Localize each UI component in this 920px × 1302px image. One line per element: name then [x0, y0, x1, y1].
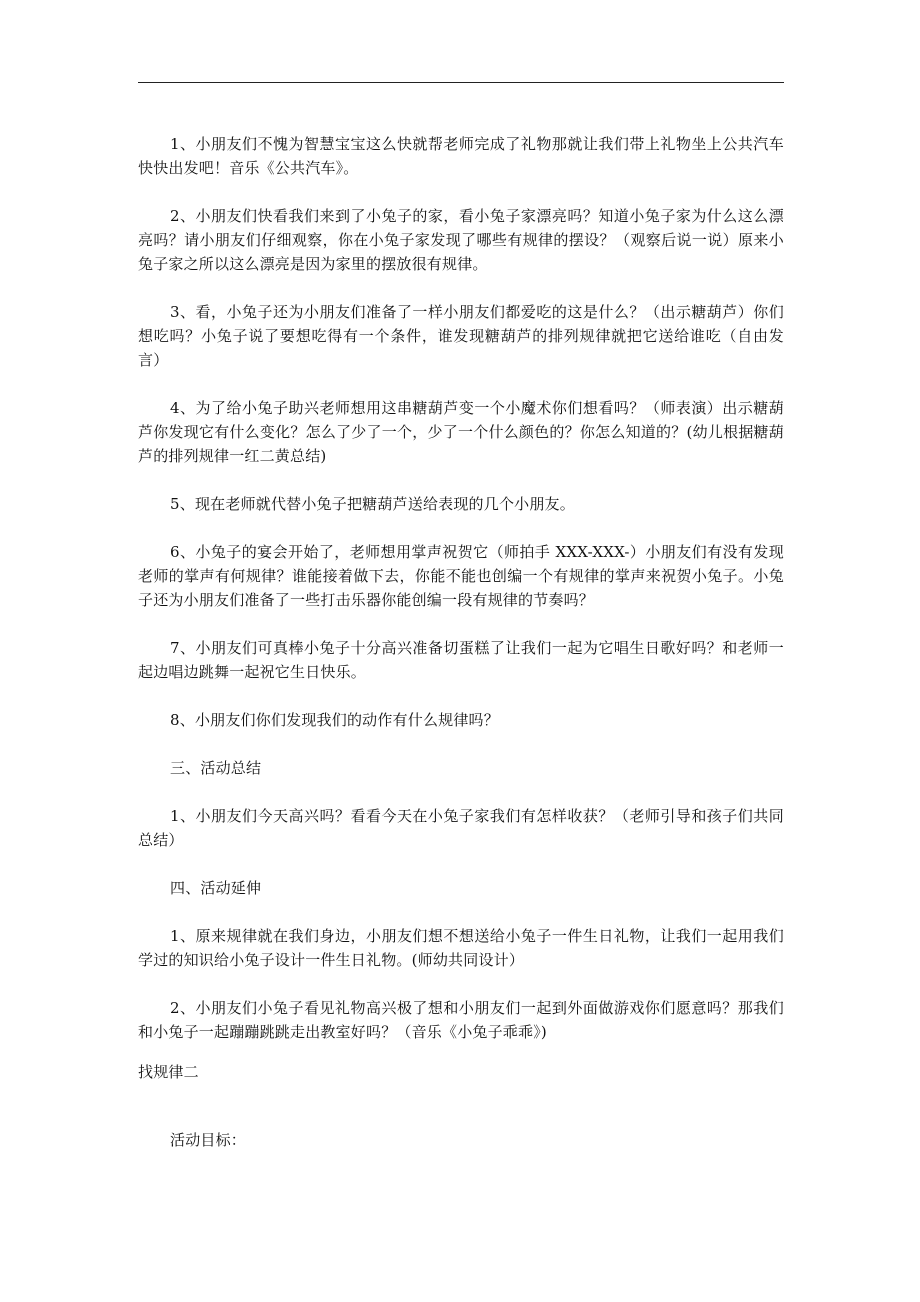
summary-paragraph-1: 1、小朋友们今天高兴吗？看看今天在小兔子家我们有怎样收获？（老师引导和孩子们共同总结）: [138, 807, 784, 849]
paragraph-3: 3、看，小兔子还为小朋友们准备了一样小朋友们都爱吃的这是什么？（出示糖葫芦）你们想吃吗？小兔子说了要想吃得有一个条件，谁发现糖葫芦的排列规律就把它送给谁吃（自由发言）: [138, 303, 784, 369]
next-activity-title: 找规律二: [138, 1063, 199, 1081]
extension-paragraph-2: 2、小朋友们小兔子看见礼物高兴极了想和小朋友们一起到外面做游戏你们愿意吗？那我们和小兔子一起蹦蹦跳跳走出教室好吗？（音乐《小兔子乖乖》): [138, 999, 784, 1041]
paragraph-6: 6、小兔子的宴会开始了，老师想用掌声祝贺它（师拍手 XXX-XXX-）小朋友们有没有发现老师的掌声有何规律？谁能接着做下去，你能不能也创编一个有规律的掌声来祝贺小兔子。小兔子还为小朋友们准备了一些打击乐器你能创编一段有规律的节奏吗？: [138, 543, 784, 609]
header-rule: [138, 82, 784, 83]
paragraph-8: 8、小朋友们你们发现我们的动作有什么规律吗？: [170, 711, 499, 729]
paragraph-7: 7、小朋友们可真棒小兔子十分高兴准备切蛋糕了让我们一起为它唱生日歌好吗？和老师一起边唱边跳舞一起祝它生日快乐。: [138, 639, 784, 681]
document-body: [138, 132, 784, 1152]
paragraph-1: 1、小朋友们不愧为智慧宝宝这么快就帮老师完成了礼物那就让我们带上礼物坐上公共汽车快快出发吧！音乐《公共汽车》。: [138, 135, 784, 177]
extension-paragraph-1: 1、原来规律就在我们身边，小朋友们想不想送给小兔子一件生日礼物，让我们一起用我们学过的知识给小兔子设计一件生日礼物。(师幼共同设计）: [138, 927, 784, 969]
paragraph-5: 5、现在老师就代替小兔子把糖葫芦送给表现的几个小朋友。: [170, 495, 575, 513]
paragraph-4: 4、为了给小兔子助兴老师想用这串糖葫芦变一个小魔术你们想看吗？（师表演）出示糖葫芦你发现它有什么变化？怎么了少了一个，少了一个什么颜色的？你怎么知道的？(幼儿根据糖葫芦的排列规律一红二黄总结): [138, 399, 784, 465]
paragraph-2: 2、小朋友们快看我们来到了小兔子的家，看小兔子家漂亮吗？知道小兔子家为什么这么漂亮吗？请小朋友们仔细观察，你在小兔子家发现了哪些有规律的摆设？（观察后说一说）原来小兔子家之所以这么漂亮是因为家里的摆放很有规律。: [138, 207, 784, 273]
activity-goals-heading: 活动目标：: [170, 1131, 247, 1149]
section-extension-title: 四、活动延伸: [170, 879, 262, 897]
section-summary-title: 三、活动总结: [170, 759, 262, 777]
